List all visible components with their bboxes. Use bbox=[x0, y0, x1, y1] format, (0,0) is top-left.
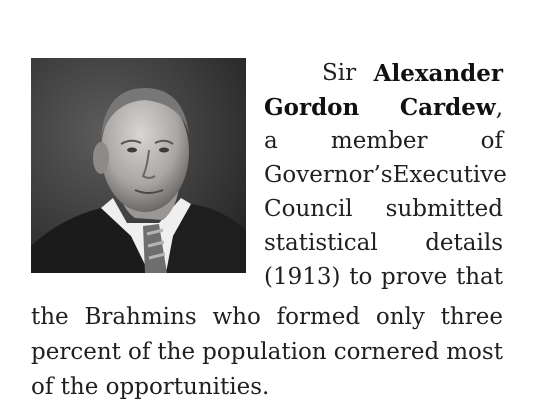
word: details bbox=[425, 230, 503, 256]
word: member bbox=[330, 128, 428, 154]
word: (1913) bbox=[264, 264, 341, 290]
word: Executive bbox=[392, 162, 507, 188]
text-line bbox=[264, 130, 503, 153]
word: Brahmins bbox=[84, 304, 197, 330]
text-line bbox=[264, 162, 507, 188]
word: three bbox=[440, 304, 503, 330]
name-word: Cardew, bbox=[399, 94, 503, 121]
text-line bbox=[31, 376, 503, 399]
text-line bbox=[264, 266, 503, 289]
name-word: Gordon bbox=[264, 94, 360, 121]
word: submitted bbox=[385, 196, 503, 222]
word: that bbox=[455, 264, 503, 290]
word: a bbox=[264, 128, 278, 154]
text-line bbox=[264, 62, 503, 85]
text-line bbox=[264, 232, 503, 255]
word: most bbox=[446, 339, 503, 365]
word: percent bbox=[31, 339, 121, 365]
word: of bbox=[480, 128, 503, 154]
word: who bbox=[212, 304, 261, 330]
word: the bbox=[31, 304, 69, 330]
text-line bbox=[264, 96, 503, 120]
word: cornered bbox=[333, 339, 440, 365]
word: population bbox=[202, 339, 327, 365]
word: the bbox=[157, 339, 196, 365]
word: to bbox=[349, 264, 373, 290]
word: of the opportunities. bbox=[31, 374, 270, 400]
word: Council bbox=[264, 196, 353, 222]
word: only bbox=[375, 304, 425, 330]
word: Sir bbox=[322, 60, 357, 86]
text-line bbox=[264, 198, 503, 221]
word: of bbox=[127, 339, 151, 365]
name-word: Alexander bbox=[373, 60, 503, 87]
word: formed bbox=[276, 304, 361, 330]
text-line bbox=[31, 341, 503, 364]
text-line bbox=[31, 306, 503, 329]
word: statistical bbox=[264, 230, 378, 256]
word: prove bbox=[381, 264, 448, 290]
word: Governor’s bbox=[264, 162, 393, 188]
